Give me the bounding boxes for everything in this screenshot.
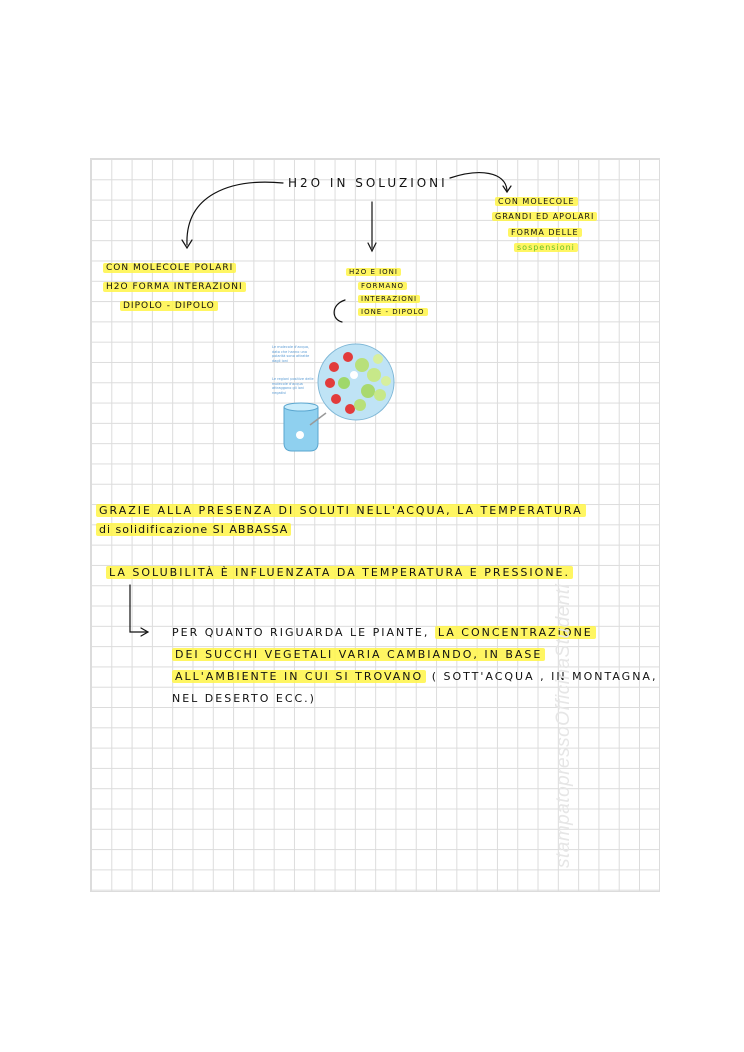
- right-line-3: FORMA DELLE: [508, 226, 582, 240]
- left-line-3: DIPOLO - DIPOLO: [120, 299, 218, 313]
- middle-line-3: INTERAZIONI: [358, 292, 420, 306]
- paragraph-3-line-3: ALL'AMBIENTE IN CUI SI TROVANO ( SOTT'ACQUA , IN MONTAGNA,: [172, 670, 657, 684]
- figure-caption-1: Le molecole d'acqua, dato che hanno una polarità sono attratte dagli ioni: [272, 345, 310, 363]
- paragraph-3-line-4: NEL DESERTO ECC.): [172, 692, 316, 705]
- solution-figure: [270, 335, 405, 460]
- paragraph-3-line-1: PER QUANTO RIGUARDA LE PIANTE, LA CONCENTRAZIONE: [172, 626, 596, 640]
- molecules-illustration: [270, 335, 405, 460]
- right-line-2: GRANDI ED APOLARI: [492, 210, 597, 224]
- figure-caption-2: Le regioni positive delle molecole d'acqua attraggono gli ioni negativi: [272, 377, 314, 395]
- watermark: stampatopressoOfficinaStudenti: [553, 583, 574, 868]
- paragraph-3-line-2: DEI SUCCHI VEGETALI VARIA CAMBIANDO, IN BASE: [172, 648, 545, 662]
- left-line-2: H2O FORMA INTERAZIONI: [103, 280, 246, 294]
- page-title: H2O IN SOLUZIONI: [288, 176, 448, 190]
- middle-line-1: H2O E IONI: [346, 265, 401, 279]
- arrow-right-icon: [450, 173, 507, 190]
- paragraph-1-line-1: GRAZIE ALLA PRESENZA DI SOLUTI NELL'ACQUA, LA TEMPERATURA: [96, 504, 586, 518]
- arrow-figure-icon: [334, 300, 345, 322]
- middle-line-2: FORMANO: [358, 279, 407, 293]
- paragraph-2: LA SOLUBILITÀ È INFLUENZATA DA TEMPERATURA E PRESSIONE.: [106, 566, 573, 580]
- left-line-1: CON MOLECOLE POLARI: [103, 261, 236, 275]
- paragraph-1-line-2: di solidificazione SI ABBASSA: [96, 523, 291, 537]
- arrow-indent-icon: [130, 585, 146, 632]
- right-line-1: CON MOLECOLE: [495, 195, 578, 209]
- middle-line-4: IONE - DIPOLO: [358, 305, 428, 319]
- right-line-4: sospensioni: [514, 241, 578, 255]
- arrow-left-icon: [187, 182, 283, 245]
